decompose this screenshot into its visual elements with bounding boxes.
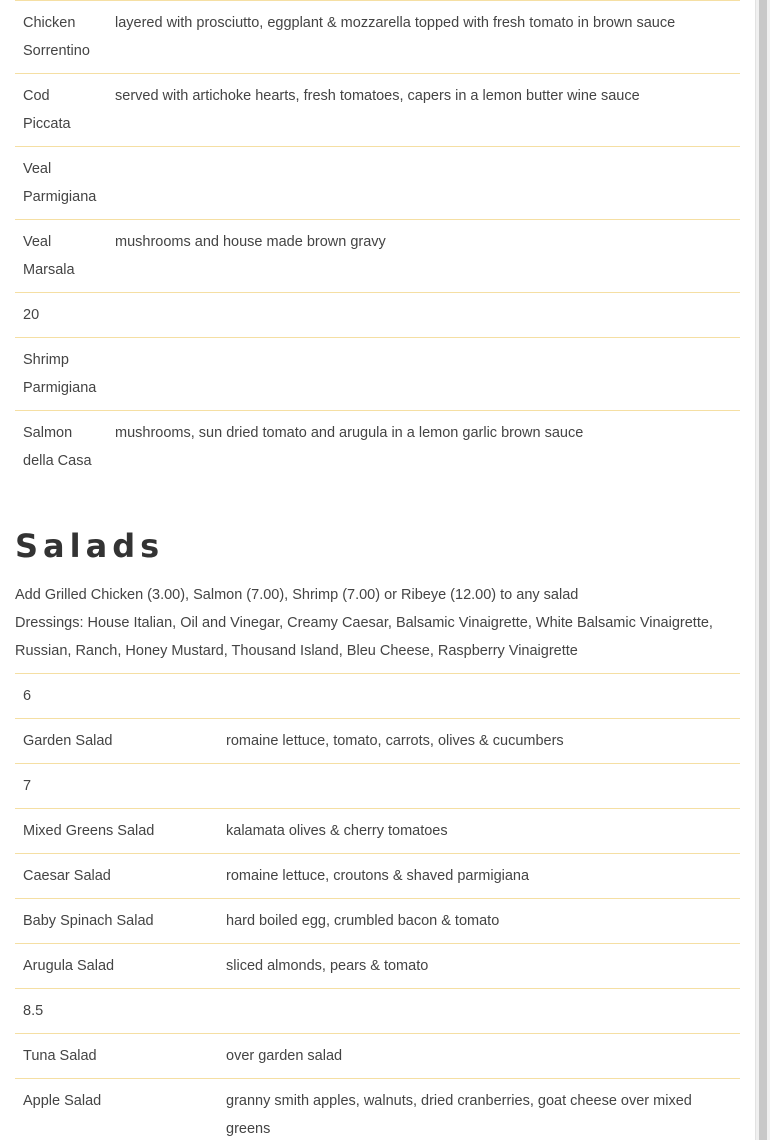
salads-section-title: Salads: [15, 527, 165, 565]
menu-item-description: mushrooms, sun dried tomato and arugula in a lemon garlic brown sauce: [107, 411, 740, 484]
menu-row: [15, 220, 740, 293]
page-scrollbar[interactable]: [755, 0, 770, 1140]
menu-item-name: Cod Piccata: [15, 74, 107, 147]
menu-row: [15, 674, 740, 719]
menu-row: [15, 1, 740, 74]
menu-item-description: [218, 989, 740, 1034]
menu-item-name: Baby Spinach Salad: [15, 899, 218, 944]
menu-item-name: Shrimp Parmigiana: [15, 338, 107, 411]
menu-item-name: Chicken Sorrentino: [15, 1, 107, 74]
menu-item-name: Veal Marsala: [15, 220, 107, 293]
menu-item-description: [107, 338, 740, 411]
menu-item-name: Caesar Salad: [15, 854, 218, 899]
menu-item-name: 6: [15, 674, 218, 719]
menu-row: [15, 899, 740, 944]
menu-row: [15, 989, 740, 1034]
salads-add-note: Add Grilled Chicken (3.00), Salmon (7.00), Shrimp (7.00) or Ribeye (12.00) to any salad: [15, 587, 579, 603]
menu-item-description: mushrooms and house made brown gravy: [107, 220, 740, 293]
salads-table: [15, 673, 740, 1140]
menu-item-name: 20: [15, 293, 107, 338]
menu-row: [15, 147, 740, 220]
menu-item-name: 8.5: [15, 989, 218, 1034]
menu-item-description: kalamata olives & cherry tomatoes: [218, 809, 740, 854]
menu-item-description: hard boiled egg, crumbled bacon & tomato: [218, 899, 740, 944]
menu-item-name: Salmon della Casa: [15, 411, 107, 484]
menu-row: [15, 719, 740, 764]
menu-item-description: [218, 764, 740, 809]
menu-item-name: Mixed Greens Salad: [15, 809, 218, 854]
menu-item-name: Veal Parmigiana: [15, 147, 107, 220]
menu-row: [15, 854, 740, 899]
menu-item-description: [107, 147, 740, 220]
menu-item-name: Tuna Salad: [15, 1034, 218, 1079]
salads-notes: [15, 581, 740, 665]
menu-row: [15, 764, 740, 809]
entrees-table: [15, 0, 740, 483]
menu-item-description: granny smith apples, walnuts, dried cranberries, goat cheese over mixed greens: [218, 1079, 740, 1140]
menu-item-description: served with artichoke hearts, fresh tomatoes, capers in a lemon butter wine sauce: [107, 74, 740, 147]
menu-row: [15, 74, 740, 147]
menu-item-description: romaine lettuce, croutons & shaved parmigiana: [218, 854, 740, 899]
menu-row: [15, 944, 740, 989]
menu-content: [15, 0, 740, 1140]
menu-row: [15, 1034, 740, 1079]
menu-row: [15, 809, 740, 854]
menu-item-description: [107, 293, 740, 338]
menu-item-name: Arugula Salad: [15, 944, 218, 989]
menu-row: [15, 1079, 740, 1140]
menu-item-description: [218, 674, 740, 719]
menu-item-name: Garden Salad: [15, 719, 218, 764]
menu-row: [15, 293, 740, 338]
menu-item-name: 7: [15, 764, 218, 809]
menu-item-description: romaine lettuce, tomato, carrots, olives & cucumbers: [218, 719, 740, 764]
menu-item-description: over garden salad: [218, 1034, 740, 1079]
menu-item-description: layered with prosciutto, eggplant & mozzarella topped with fresh tomato in brown sauce: [107, 1, 740, 74]
menu-item-description: sliced almonds, pears & tomato: [218, 944, 740, 989]
salads-dressings-note: Dressings: House Italian, Oil and Vinegar, Creamy Caesar, Balsamic Vinaigrette, White Balsamic Vinaigrette, Russian, Ranch, Honey Mustard, Thousand Island, Bleu Cheese, Raspberry Vinaigrette: [15, 615, 713, 659]
menu-row: [15, 411, 740, 484]
menu-row: [15, 338, 740, 411]
menu-item-name: Apple Salad: [15, 1079, 218, 1140]
scrollbar-thumb[interactable]: [759, 0, 767, 1140]
